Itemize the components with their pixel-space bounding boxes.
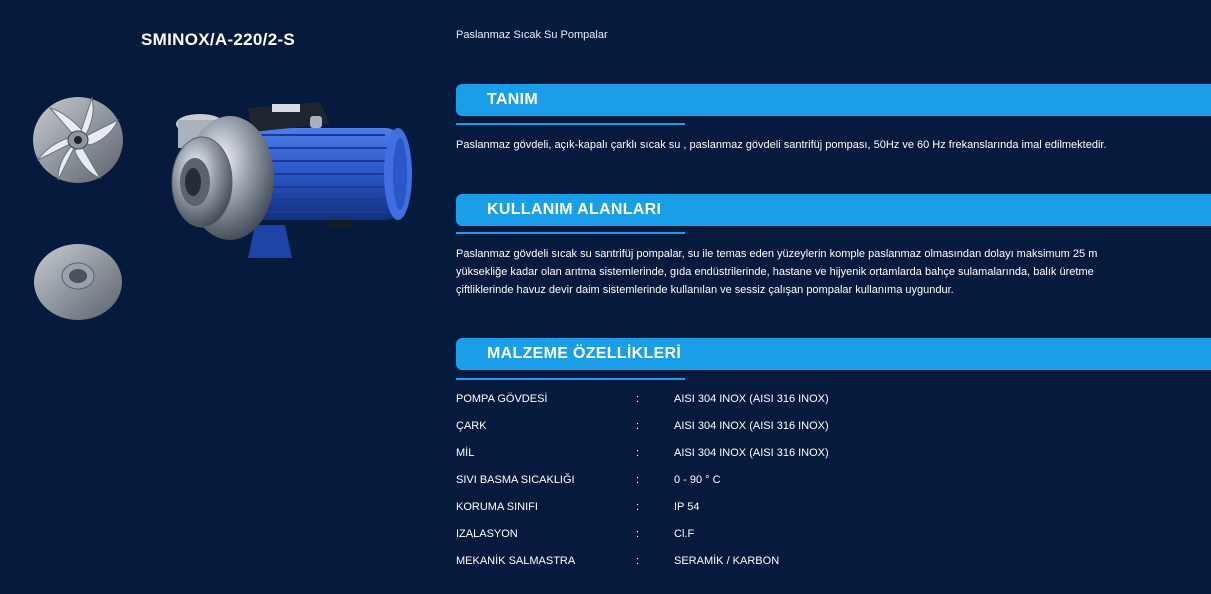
- section-title-tanim: TANIM: [487, 91, 538, 108]
- kullanim-line: çiftliklerinde havuz devir daim sistemlerinde kullanılan ve sessiz çalışan pompalar kullanıma uygundur.: [456, 284, 954, 296]
- impeller-image: [33, 97, 123, 183]
- section-underline: [456, 123, 685, 125]
- spec-separator: :: [636, 528, 640, 540]
- product-category: Paslanmaz Sıcak Su Pompalar: [456, 29, 608, 41]
- spec-row: [456, 501, 1156, 521]
- spec-value: Cl.F: [674, 528, 695, 540]
- kullanim-line: Paslanmaz gövdeli sıcak su santrifüj pompalar, su ile temas eden yüzeylerin komple paslanmaz olmasından dolayı maksimum 25 m: [456, 248, 1098, 260]
- tanim-text: Paslanmaz gövdeli, açık-kapalı çarklı sıcak su , paslanmaz gövdeli santrifüj pompası, 50Hz ve 60 Hz frekanslarında imal edilmektedir.: [456, 139, 1107, 151]
- spec-key: MİL: [456, 447, 475, 459]
- section-title-kullanim: KULLANIM ALANLARI: [487, 201, 662, 218]
- spec-separator: :: [636, 501, 640, 513]
- spec-separator: :: [636, 393, 640, 405]
- section-title-malzeme: MALZEME ÖZELLİKLERİ: [487, 345, 682, 362]
- spec-row: [456, 393, 1156, 413]
- spec-value: AISI 304 INOX (AISI 316 INOX): [674, 420, 829, 432]
- section-underline: [456, 378, 685, 380]
- spec-separator: :: [636, 420, 640, 432]
- spec-row: [456, 555, 1156, 575]
- spec-key: MEKANİK SALMASTRA: [456, 555, 576, 567]
- spec-separator: :: [636, 447, 640, 459]
- section-underline: [456, 232, 685, 234]
- spec-key: SIVI BASMA SICAKLIĞI: [456, 474, 575, 486]
- section-header-tanim: [456, 84, 1211, 116]
- spec-value: 0 - 90 ° C: [674, 474, 721, 486]
- spec-value: IP 54: [674, 501, 700, 513]
- spec-row: [456, 474, 1156, 494]
- spec-key: ÇARK: [456, 420, 487, 432]
- section-header-kullanim: [456, 194, 1211, 226]
- section-header-malzeme: [456, 338, 1211, 370]
- diffuser-disc-image: [34, 244, 122, 320]
- spec-row: [456, 528, 1156, 548]
- spec-row: [456, 447, 1156, 467]
- spec-key: POMPA GÖVDESİ: [456, 393, 548, 405]
- spec-value: SERAMİK / KARBON: [674, 555, 780, 567]
- kullanim-line: yüksekliğe kadar olan arıtma sistemlerinde, gıda endüstrilerinde, hastane ve hijyenik ortamlarda bahçe sulamalarında, balık üretme: [456, 266, 1094, 278]
- spec-separator: :: [636, 474, 640, 486]
- product-images: [30, 90, 420, 330]
- kullanim-text: [456, 245, 1097, 299]
- pump-image: [172, 102, 412, 258]
- product-title: SMINOX/A-220/2-S: [141, 30, 296, 49]
- spec-value: AISI 304 INOX (AISI 316 INOX): [674, 393, 829, 405]
- spec-key: KORUMA SINIFI: [456, 501, 538, 513]
- spec-separator: :: [636, 555, 640, 567]
- spec-value: AISI 304 INOX (AISI 316 INOX): [674, 447, 829, 459]
- spec-key: IZALASYON: [456, 528, 518, 540]
- spec-row: [456, 420, 1156, 440]
